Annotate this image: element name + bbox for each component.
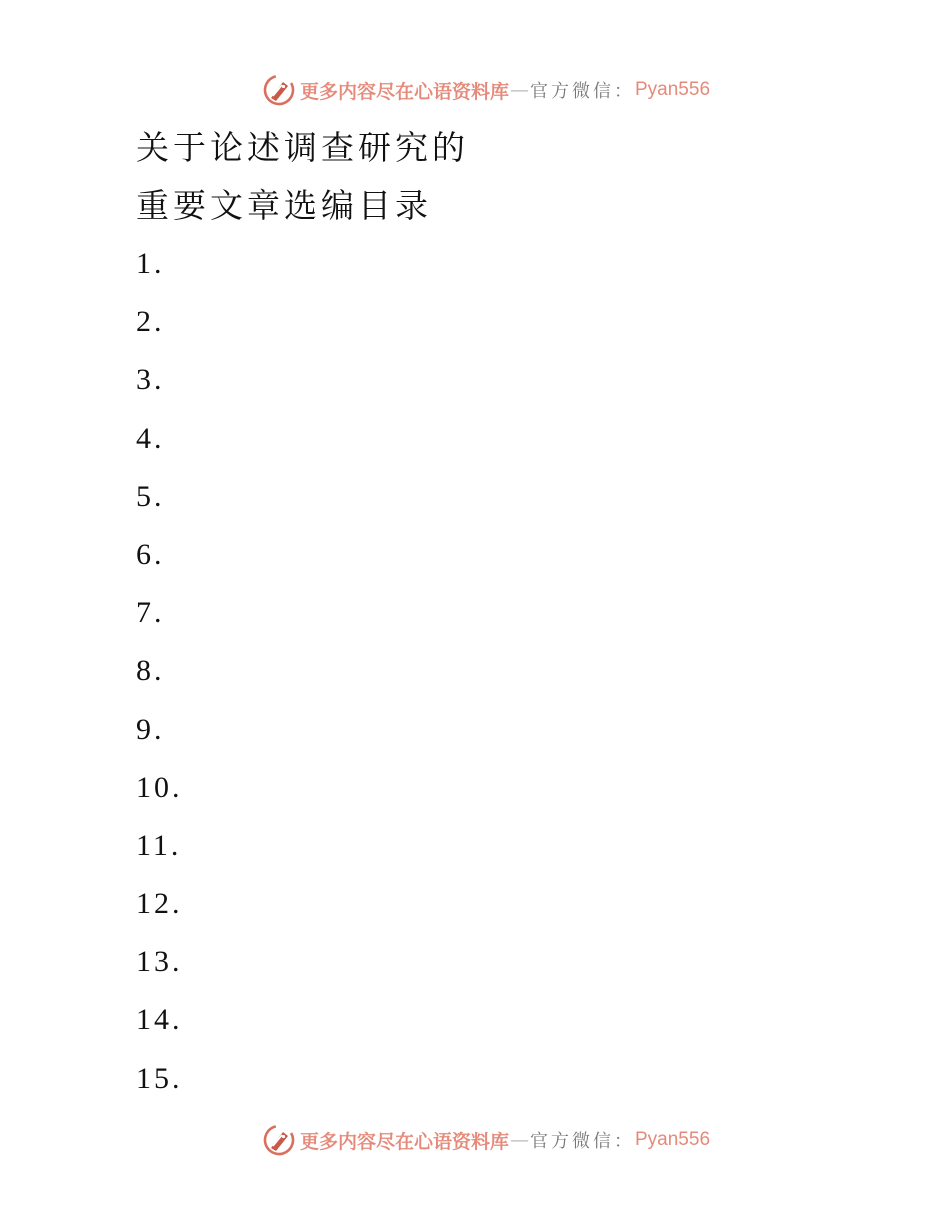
pen-nib-icon bbox=[262, 1123, 296, 1157]
toc-item: 5. bbox=[136, 479, 165, 513]
pen-nib-icon bbox=[262, 73, 296, 107]
header-banner-content bbox=[262, 73, 710, 107]
banner-dash: — bbox=[510, 1129, 529, 1151]
banner-main-text: 更多内容尽在心语资料库 bbox=[299, 80, 509, 103]
toc-item: 4. bbox=[136, 421, 165, 455]
toc-item: 11. bbox=[136, 828, 182, 862]
toc-list bbox=[136, 242, 183, 1115]
toc-item: 13. bbox=[136, 945, 183, 979]
toc-item: 1. bbox=[136, 247, 165, 280]
toc-item: 7. bbox=[136, 596, 165, 630]
banner-dash: — bbox=[510, 79, 529, 101]
toc-item: 10. bbox=[136, 770, 183, 804]
toc-item: 2. bbox=[136, 305, 165, 339]
banner-wechat-id: Pyan556 bbox=[635, 79, 711, 100]
banner-wechat-label: 官方微信： bbox=[530, 81, 635, 102]
footer-banner-content bbox=[262, 1123, 710, 1157]
header-banner bbox=[0, 70, 950, 110]
document-title-line-1: 关于论述调查研究的 bbox=[136, 128, 469, 167]
toc-item: 3. bbox=[136, 363, 165, 397]
document-title-line-2: 重要文章选编目录 bbox=[136, 186, 432, 225]
toc-item: 15. bbox=[136, 1061, 183, 1095]
banner-main-text: 更多内容尽在心语资料库 bbox=[299, 1130, 509, 1153]
toc-item: 6. bbox=[136, 537, 165, 571]
banner-wechat-id: Pyan556 bbox=[635, 1129, 711, 1150]
toc-item: 9. bbox=[136, 712, 165, 746]
toc-item: 12. bbox=[136, 887, 183, 921]
toc-item: 14. bbox=[136, 1003, 183, 1037]
footer-banner bbox=[0, 1120, 950, 1160]
toc-item: 8. bbox=[136, 654, 165, 688]
banner-wechat-label: 官方微信： bbox=[530, 1131, 635, 1152]
